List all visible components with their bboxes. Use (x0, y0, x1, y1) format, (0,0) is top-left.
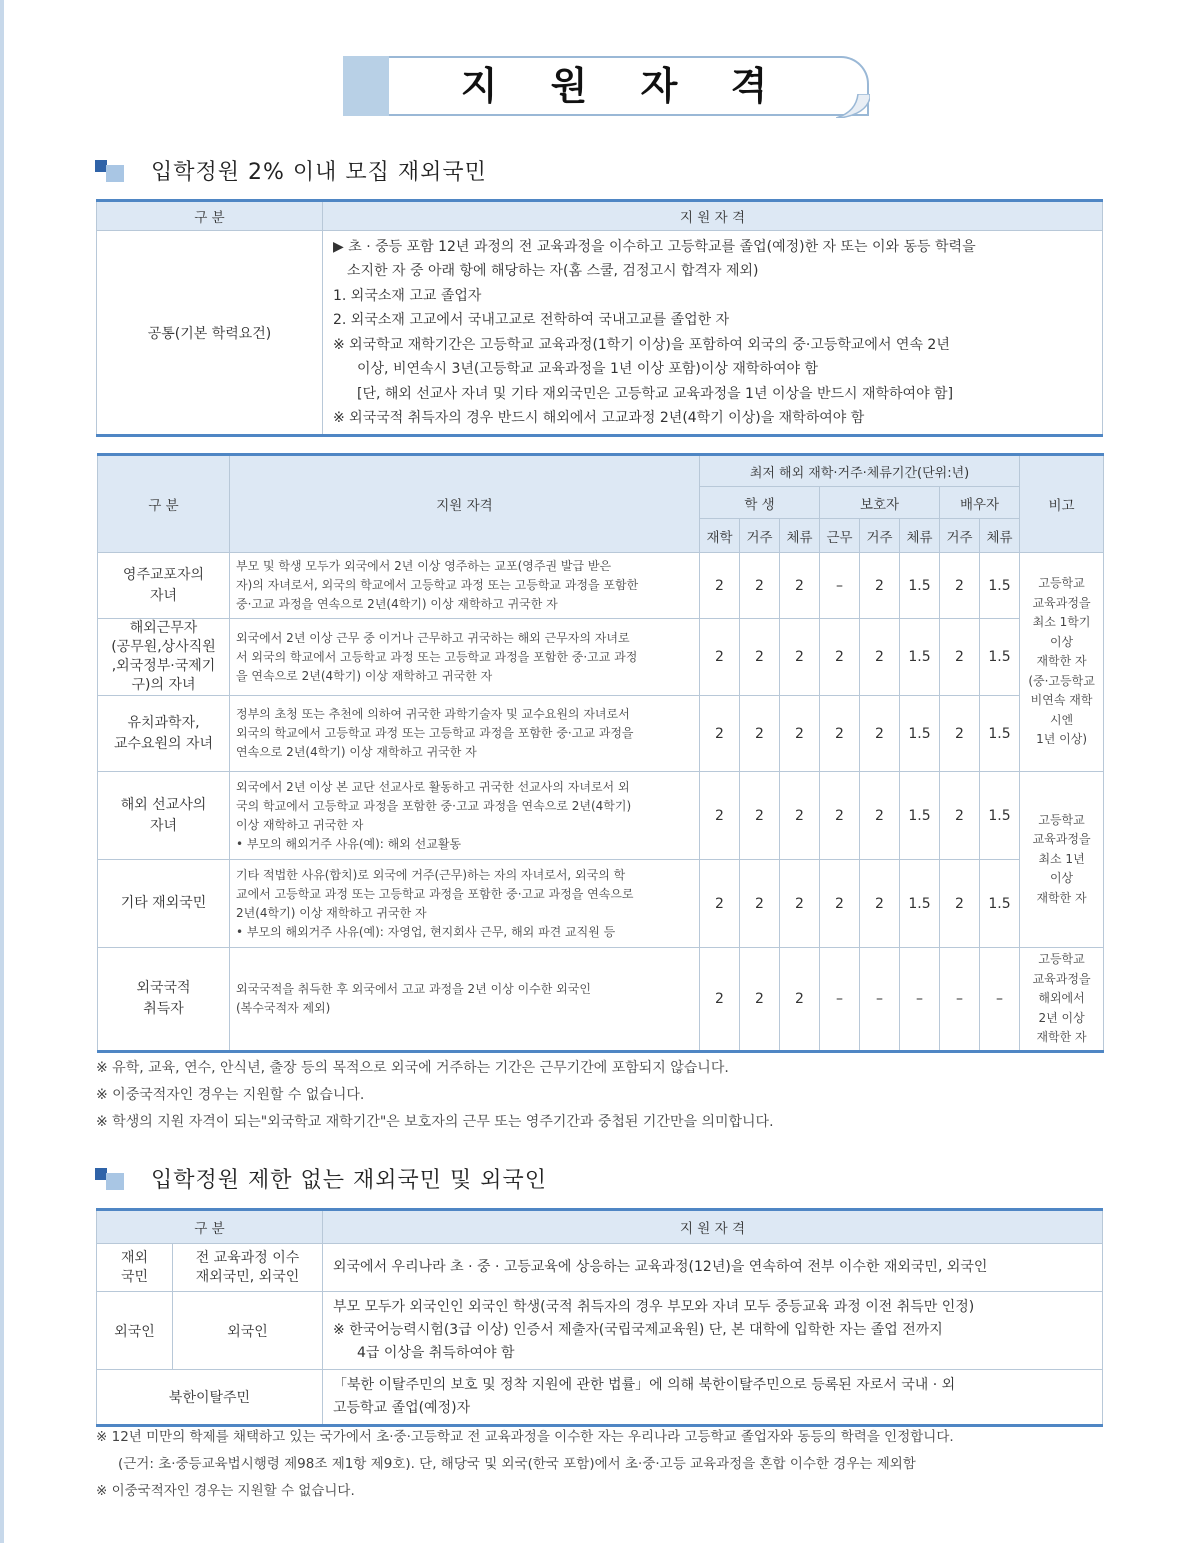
value-cell: 2 (940, 860, 980, 948)
table-row (98, 948, 1104, 1052)
row-description: 「북한 이탈주민의 보호 및 정착 지원에 관한 법률」에 의해 북한이탈주민으로 등록된 자로서 국내 · 외 고등학교 졸업(예정)자 (323, 1370, 1103, 1426)
value-cell: 1.5 (980, 553, 1020, 619)
row-category: 기타 재외국민 (98, 860, 230, 948)
note-cell: 고등학교 교육과정을 최소 1년 이상 재학한 자 (1020, 772, 1104, 948)
value-cell: 2 (820, 860, 860, 948)
value-cell: 1.5 (900, 696, 940, 772)
table2-header-period: 최저 해외 재학·거주·체류기간(단위:년) (700, 455, 1020, 487)
value-cell: – (820, 553, 860, 619)
unlimited-quota-table (96, 1208, 1103, 1427)
row-label-primary: 재외 국민 (97, 1244, 173, 1292)
value-cell: 2 (740, 860, 780, 948)
table1-header-category: 구 분 (97, 201, 323, 231)
table1-requirements (323, 231, 1103, 436)
value-cell: 2 (860, 553, 900, 619)
table2-subheader: 체류 (900, 519, 940, 553)
table-row (98, 860, 1104, 948)
value-cell: 1.5 (980, 619, 1020, 696)
value-cell: 2 (740, 619, 780, 696)
table-row (98, 696, 1104, 772)
table-row (97, 1244, 1103, 1292)
common-requirement-table (96, 199, 1103, 437)
page-title-banner (343, 54, 878, 118)
value-cell: 2 (780, 553, 820, 619)
row-category: 영주교포자의 자녀 (98, 553, 230, 619)
footnote: ※ 학생의 지원 자격이 되는"외국학교 재학기간"은 보호자의 근무 또는 영주기간과 중첩된 기간만을 의미합니다. (96, 1114, 774, 1130)
value-cell: 2 (780, 948, 820, 1052)
value-cell: 2 (940, 772, 980, 860)
section-bullet-icon (95, 1168, 129, 1190)
title-stripe (343, 56, 389, 116)
value-cell: 2 (700, 772, 740, 860)
footnote: ※ 이중국적자인 경우는 지원할 수 없습니다. (96, 1087, 365, 1103)
value-cell: 2 (820, 696, 860, 772)
row-description: 외국에서 우리나라 초 · 중 · 고등교육에 상응하는 교육과정(12년)을 연속하여 전부 이수한 재외국민, 외국인 (323, 1244, 1103, 1292)
value-cell: – (980, 948, 1020, 1052)
value-cell: – (940, 948, 980, 1052)
table2-subheader: 거주 (860, 519, 900, 553)
value-cell: 2 (780, 696, 820, 772)
value-cell: 1.5 (900, 772, 940, 860)
row-label-secondary: 외국인 (173, 1292, 323, 1370)
value-cell: 2 (860, 619, 900, 696)
footnote: ※ 이중국적자인 경우는 지원할 수 없습니다. (96, 1483, 355, 1499)
value-cell: 1.5 (980, 860, 1020, 948)
row-description: 부모 모두가 외국인인 외국인 학생(국적 취득자의 경우 부모와 자녀 모두 중등교육 과정 이전 취득만 인정) ※ 한국어능력시험(3급 이상) 인증서 제출자(국립국제교육원) 단, 본 대학에 입학한 자는 졸업 전까지 4급 이상을 취득하여야 함 (323, 1292, 1103, 1370)
section-bullet-icon (95, 160, 129, 182)
value-cell: 2 (940, 696, 980, 772)
note-cell: 고등학교 교육과정을 해외에서 2년 이상 재학한 자 (1020, 948, 1104, 1052)
row-category: 외국국적 취득자 (98, 948, 230, 1052)
requirement-line: 이상, 비연속시 3년(고등학교 교육과정을 1년 이상 포함)이상 재학하여야 함 (357, 361, 818, 377)
row-label-primary: 외국인 (97, 1292, 173, 1370)
requirement-line: 2. 외국소재 고교에서 국내고교로 전학하여 국내고교를 졸업한 자 (333, 312, 730, 328)
section1-heading (95, 155, 487, 186)
requirement-line: 소지한 자 중 아래 항에 해당하는 자(홈 스쿨, 검정고시 합격자 제외) (347, 263, 759, 279)
table2-header-spouse: 배우자 (940, 487, 1020, 519)
table-row (98, 619, 1104, 696)
table-row (97, 1370, 1103, 1426)
footnotes-section1 (96, 1055, 774, 1136)
value-cell: 2 (820, 772, 860, 860)
requirement-line: [단, 해외 선교사 자녀 및 기타 재외국민은 고등학교 교육과정을 1년 이상을 반드시 재학하여야 함] (357, 385, 954, 402)
section2-heading (95, 1163, 547, 1194)
table2-header-student: 학 생 (700, 487, 820, 519)
value-cell: – (860, 948, 900, 1052)
table2-header-guardian: 보호자 (820, 487, 940, 519)
table2-header-qualification: 지원 자격 (230, 455, 700, 553)
row-description: 외국에서 2년 이상 근무 중 이거나 근무하고 귀국하는 해외 근무자의 자녀로 서 외국의 학교에서 고등학교 과정 또는 고등학교 과정을 포함한 중·고교 과정 을 연속으로 2년(4학기) 이상 재학하고 귀국한 자 (230, 619, 700, 696)
value-cell: 2 (740, 553, 780, 619)
value-cell: 2 (780, 619, 820, 696)
row-description: 부모 및 학생 모두가 외국에서 2년 이상 영주하는 교포(영주권 발급 받은 자)의 자녀로서, 외국의 학교에서 고등학교 과정 또는 고등학교 과정을 포함한 중·고교 과정을 연속으로 2년(4학기) 이상 재학하고 귀국한 자 (230, 553, 700, 619)
value-cell: 2 (700, 860, 740, 948)
value-cell: 1.5 (980, 772, 1020, 860)
table2-subheader: 거주 (740, 519, 780, 553)
row-description: 기타 적법한 사유(합치)로 외국에 거주(근무)하는 자의 자녀로서, 외국의 학 교에서 고등학교 과정 또는 고등학교 과정을 포함한 중·고교 과정을 연속으로 2년(4학기) 이상 재학하고 귀국한 자 • 부모의 해외거주 사유(예): 자영업, 현지회사 근무, 해외 파견 교직원 등 (230, 860, 700, 948)
section2-title: 입학정원 제한 없는 재외국민 및 외국인 (151, 1168, 547, 1193)
table3-header-category: 구 분 (97, 1210, 323, 1244)
value-cell: 2 (740, 772, 780, 860)
requirement-line: ※ 외국국적 취득자의 경우 반드시 해외에서 고교과정 2년(4학기 이상)을 재학하여야 함 (333, 410, 865, 426)
table1-row-label: 공통(기본 학력요건) (97, 231, 323, 436)
value-cell: 2 (700, 696, 740, 772)
value-cell: – (900, 948, 940, 1052)
value-cell: 2 (820, 619, 860, 696)
table-row (97, 1292, 1103, 1370)
table2-subheader: 체류 (780, 519, 820, 553)
value-cell: 2 (940, 619, 980, 696)
table2-subheader: 거주 (940, 519, 980, 553)
value-cell: 2 (860, 696, 900, 772)
value-cell: – (820, 948, 860, 1052)
table2-subheader: 근무 (820, 519, 860, 553)
footnotes-section2 (96, 1424, 954, 1505)
table-row (98, 553, 1104, 619)
footnote: ※ 유학, 교육, 연수, 안식년, 출장 등의 목적으로 외국에 거주하는 기간은 근무기간에 포함되지 않습니다. (96, 1060, 729, 1076)
row-category: 해외 선교사의 자녀 (98, 772, 230, 860)
table3-header-qualification: 지 원 자 격 (323, 1210, 1103, 1244)
footnote: (근거: 초·중등교육법시행령 제98조 제1항 제9호). 단, 해당국 및 외국(한국 포함)에서 초·중·고등 교육과정을 혼합 이수한 경우는 제외함 (118, 1456, 916, 1472)
row-label: 북한이탈주민 (97, 1370, 323, 1426)
value-cell: 2 (780, 772, 820, 860)
row-description: 정부의 초청 또는 추천에 의하여 귀국한 과학기술자 및 교수요원의 자녀로서 외국의 학교에서 고등학교 과정 또는 고등학교 과정을 포함한 중·고교 과정을 연속으로 2년(4학기) 이상 재학하고 귀국한 자 (230, 696, 700, 772)
table2-subheader: 재학 (700, 519, 740, 553)
row-label-secondary: 전 교육과정 이수 재외국민, 외국인 (173, 1244, 323, 1292)
requirement-line: 1. 외국소재 고교 졸업자 (333, 287, 482, 304)
table2-header-category: 구 분 (98, 455, 230, 553)
note-cell: 고등학교 교육과정을 최소 1학기 이상 재학한 자 (중·고등학교 비연속 재학 시엔 1년 이상) (1020, 553, 1104, 772)
table1-header-qualification: 지 원 자 격 (323, 201, 1103, 231)
row-description: 외국국적을 취득한 후 외국에서 고교 과정을 2년 이상 이수한 외국인 (복수국적자 제외) (230, 948, 700, 1052)
row-category: 해외근무자 (공무원,상사직원 ,외국정부·국제기 구)의 자녀 (98, 619, 230, 696)
table-row (98, 772, 1104, 860)
footnote: ※ 12년 미만의 학제를 채택하고 있는 국가에서 초·중·고등학교 전 교육과정을 이수한 자는 우리나라 고등학교 졸업자와 동등의 학력을 인정합니다. (96, 1429, 954, 1445)
value-cell: 1.5 (900, 553, 940, 619)
table2-header-note: 비고 (1020, 455, 1104, 553)
value-cell: 2 (700, 619, 740, 696)
value-cell: 2 (780, 860, 820, 948)
table2-subheader: 체류 (980, 519, 1020, 553)
page-left-rule (0, 0, 4, 1543)
section1-title: 입학정원 2% 이내 모집 재외국민 (151, 160, 487, 185)
value-cell: 2 (740, 948, 780, 1052)
value-cell: 2 (860, 860, 900, 948)
page-title: 지 원 자 격 (460, 64, 788, 108)
value-cell: 2 (700, 553, 740, 619)
value-cell: 1.5 (900, 860, 940, 948)
row-description: 외국에서 2년 이상 본 교단 선교사로 활동하고 귀국한 선교사의 자녀로서 외 국의 학교에서 고등학교 과정을 포함한 중·고교 과정을 연속으로 2년(4학기) 이상 재학하고 귀국한 자 • 부모의 해외거주 사유(예): 해외 선교활동 (230, 772, 700, 860)
value-cell: 1.5 (900, 619, 940, 696)
period-requirement-table (97, 453, 1104, 1053)
value-cell: 2 (700, 948, 740, 1052)
requirement-line: ※ 외국학교 재학기간은 고등학교 교육과정(1학기 이상)을 포함하여 외국의 중·고등학교에서 연속 2년 (333, 336, 950, 353)
row-category: 유치과학자, 교수요원의 자녀 (98, 696, 230, 772)
value-cell: 2 (740, 696, 780, 772)
value-cell: 2 (860, 772, 900, 860)
value-cell: 2 (940, 553, 980, 619)
value-cell: 1.5 (980, 696, 1020, 772)
requirement-line: ▶ 초 · 중등 포함 12년 과정의 전 교육과정을 이수하고 고등학교를 졸업(예정)한 자 또는 이와 동등 학력을 (333, 238, 976, 255)
